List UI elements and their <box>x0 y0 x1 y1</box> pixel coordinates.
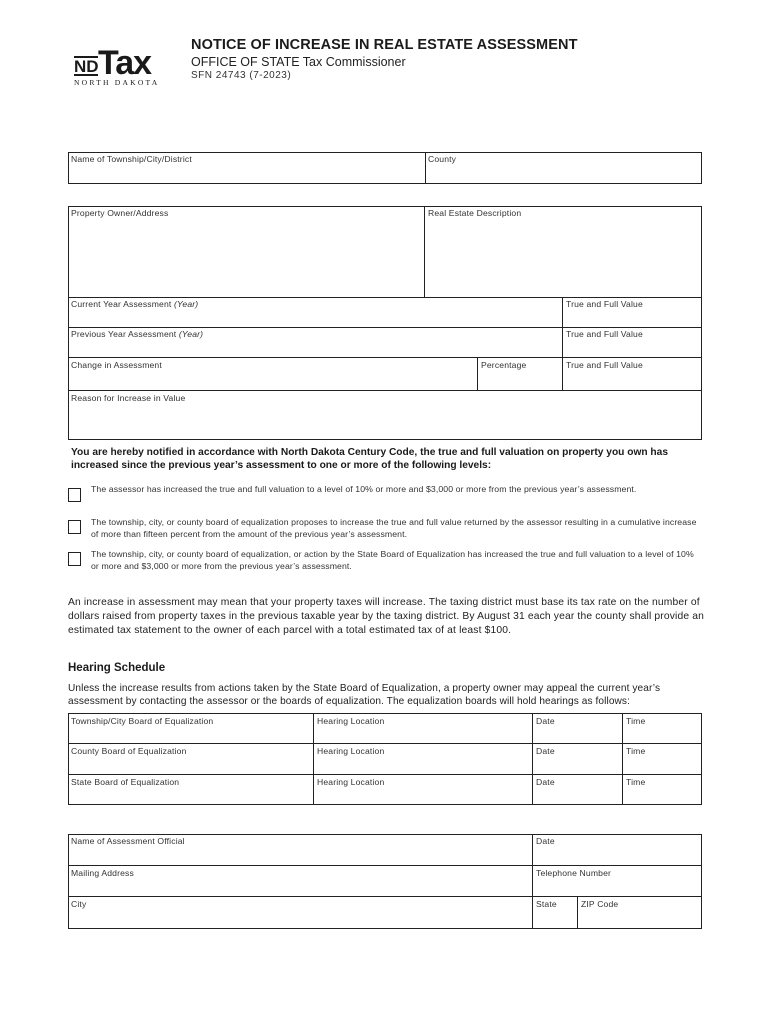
hearing-heading: Hearing Schedule <box>68 662 166 674</box>
description-field[interactable] <box>426 220 701 296</box>
hearing-location-label-3: Hearing Location <box>317 777 385 787</box>
tax-paragraph: An increase in assessment may mean that your property taxes will increase. The taxing district must base its tax rate on the number of dollars raised from property taxes in the previous taxable year by the taxing district. By August 31 each year the county shall provide an estimated tax statement to the owner of each parcel with a total estimated tax of at least $100. <box>68 597 704 636</box>
true-full-value-label-1: True and Full Value <box>566 299 643 309</box>
city-label: City <box>71 899 87 909</box>
mailing-address-label: Mailing Address <box>71 868 134 878</box>
true-full-value-label-2: True and Full Value <box>566 329 643 339</box>
township-field[interactable] <box>69 164 423 183</box>
state-field[interactable] <box>533 909 576 928</box>
mailing-address-field[interactable] <box>69 878 531 895</box>
percentage-field[interactable] <box>479 371 561 389</box>
township-label: Name of Township/City/District <box>71 154 192 164</box>
hearing-board-3: State Board of Equalization <box>71 777 180 787</box>
hearing-time-label-3: Time <box>626 777 646 787</box>
hearing-intro: Unless the increase results from actions taken by the State Board of Equalization, a property owner may appeal the current year’s assessment by contacting the assessor or the boards of equalization. The equalization boards will hold hearings as follows: <box>68 683 661 707</box>
notice-text: You are hereby notified in accordance with North Dakota Century Code, the true and full valuation on property you own has increased since the previous year’s assessment to one or more of the following levels: <box>71 447 668 471</box>
zip-field[interactable] <box>578 909 701 928</box>
option-text-2: The township, city, or county board of equalization proposes to increase the true and full value returned by the assessor resulting in a cumulative increase of more than fifteen percent from the amount of the previous year’s assessment. <box>91 517 697 539</box>
previous-year-label <box>71 329 203 339</box>
form-number: SFN 24743 (7-2023) <box>191 70 292 81</box>
previous-value-field[interactable] <box>564 340 701 356</box>
previous-year-italic: (Year) <box>178 329 204 339</box>
hearing-time-field-2[interactable] <box>623 757 701 773</box>
official-name-field[interactable] <box>69 847 531 864</box>
hearing-location-field-3[interactable] <box>314 788 531 804</box>
hearing-date-field-2[interactable] <box>533 757 621 773</box>
hearing-location-label-2: Hearing Location <box>317 746 385 756</box>
official-date-label: Date <box>536 836 555 846</box>
zip-label: ZIP Code <box>581 899 619 909</box>
logo-tax: Tax <box>98 44 152 82</box>
hearing-date-label-3: Date <box>536 777 555 787</box>
option-checkbox-2[interactable] <box>68 520 81 534</box>
state-label: State <box>536 899 557 909</box>
hearing-board-1: Township/City Board of Equalization <box>71 716 214 726</box>
current-value-field[interactable] <box>564 310 701 326</box>
hearing-date-label-1: Date <box>536 716 555 726</box>
logo-nd: ND <box>74 57 99 76</box>
percentage-label: Percentage <box>481 360 527 370</box>
option-checkbox-3[interactable] <box>68 552 81 566</box>
reason-label: Reason for Increase in Value <box>71 393 186 403</box>
telephone-field[interactable] <box>533 878 701 895</box>
county-field[interactable] <box>426 164 701 183</box>
change-field[interactable] <box>69 371 476 389</box>
telephone-label: Telephone Number <box>536 868 612 878</box>
hearing-date-field-3[interactable] <box>533 788 621 804</box>
option-text-3: The township, city, or county board of equalization, or action by the State Board of Equalization has increased the true and full valuation to a level of 10% or more and $3,000 or more from the previous year’s assessment. <box>91 549 694 571</box>
office-name: OFFICE OF STATE Tax Commissioner <box>191 55 406 69</box>
owner-label: Property Owner/Address <box>71 208 169 218</box>
option-checkbox-1[interactable] <box>68 488 81 502</box>
true-full-value-label-3: True and Full Value <box>566 360 643 370</box>
official-name-label: Name of Assessment Official <box>71 836 185 846</box>
hearing-date-field-1[interactable] <box>533 727 621 742</box>
nd-tax-logo-graphic <box>74 38 174 88</box>
previous-year-field[interactable] <box>69 340 561 356</box>
hearing-location-label-1: Hearing Location <box>317 716 385 726</box>
city-field[interactable] <box>69 909 531 928</box>
hearing-time-label-1: Time <box>626 716 646 726</box>
hearing-date-label-2: Date <box>536 746 555 756</box>
change-value-field[interactable] <box>564 371 701 389</box>
owner-field[interactable] <box>69 220 423 296</box>
nd-tax-logo <box>74 38 174 88</box>
current-year-text: Current Year Assessment <box>71 299 174 309</box>
hearing-location-field-1[interactable] <box>314 727 531 742</box>
description-label: Real Estate Description <box>428 208 522 218</box>
option-text-1: The assessor has increased the true and full valuation to a level of 10% or more and $3,000 or more from the previous year’s assessment. <box>91 484 637 494</box>
hearing-time-label-2: Time <box>626 746 646 756</box>
current-year-italic: (Year) <box>173 299 199 309</box>
logo-subtext: NORTH DAKOTA <box>74 78 160 87</box>
form-title: NOTICE OF INCREASE IN REAL ESTATE ASSESSMENT <box>191 37 578 53</box>
hearing-time-field-1[interactable] <box>623 727 701 742</box>
hearing-time-field-3[interactable] <box>623 788 701 804</box>
previous-year-text: Previous Year Assessment <box>71 329 179 339</box>
current-year-label <box>71 299 198 309</box>
hearing-location-field-2[interactable] <box>314 757 531 773</box>
reason-field[interactable] <box>69 405 701 439</box>
official-date-field[interactable] <box>533 847 701 864</box>
change-label: Change in Assessment <box>71 360 162 370</box>
current-year-field[interactable] <box>69 310 561 326</box>
county-label: County <box>428 154 457 164</box>
hearing-board-2: County Board of Equalization <box>71 746 187 756</box>
